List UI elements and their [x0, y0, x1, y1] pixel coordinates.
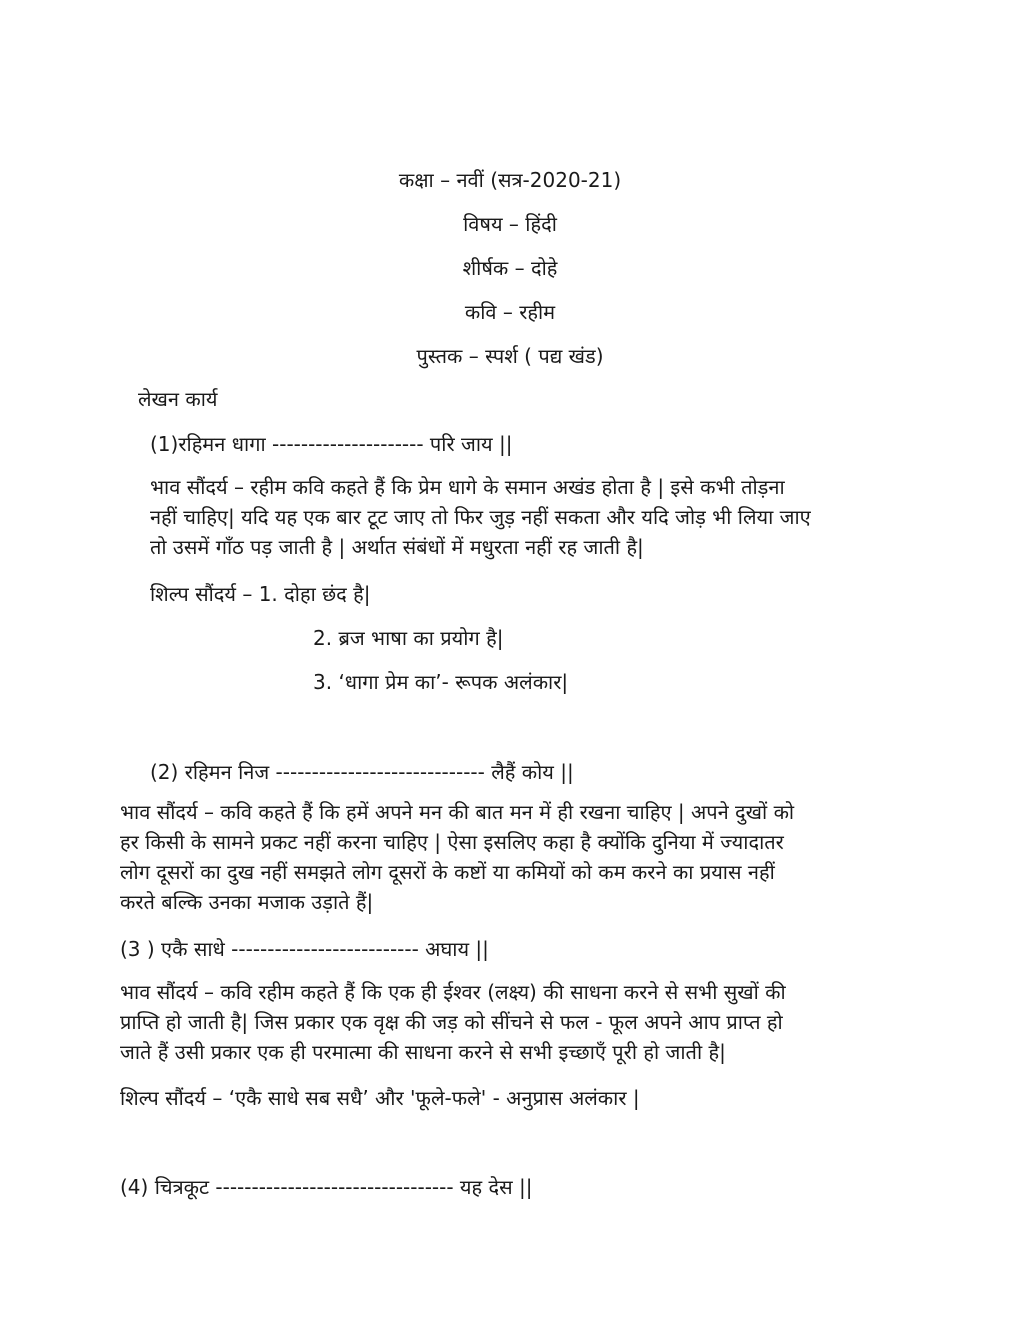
doha-2-bhav-line: लोग दूसरों का दुख नहीं समझते लोग दूसरों के कष्टों या कमियों को कम करने का प्रयास नहीं — [120, 860, 775, 884]
doha-2-bhav-line: भाव सौंदर्य – कवि कहते हैं कि हमें अपने मन की बात मन में ही रखना चाहिए | अपने दुखों को — [120, 800, 795, 824]
doha-1-shilp-point: 3. ‘धागा प्रेम का’- रूपक अलंकार| — [313, 670, 569, 694]
doha-3-bhav-line: प्राप्ति हो जाती है| जिस प्रकार एक वृक्ष की जड़ को सींचने से फल - फूल अपने आप प्राप्त हो — [120, 1010, 783, 1034]
doha-1-bhav-line: तो उसमें गाँठ पड़ जाती है | अर्थात संबंधों में मधुरता नहीं रह जाती है| — [150, 535, 644, 559]
doha-4-verse: (4) चित्रकूट --------------------------------- यह देस || — [120, 1175, 533, 1199]
book-line: पुस्तक – स्पर्श ( पद्य खंड) — [416, 344, 604, 368]
doha-3-bhav-line: भाव सौंदर्य – कवि रहीम कहते हैं कि एक ही ईश्वर (लक्ष्य) की साधना करने से सभी सुखों की — [120, 980, 786, 1004]
doha-1-verse: (1)रहिमन धागा --------------------- परि जाय || — [150, 432, 513, 456]
doha-3-bhav-line: जाते हैं उसी प्रकार एक ही परमात्मा की साधना करने से सभी इच्छाएँ पूरी हो जाती है| — [120, 1040, 726, 1064]
doha-1-bhav-line: नहीं चाहिए| यदि यह एक बार टूट जाए तो फिर जुड़ नहीं सकता और यदि जोड़ भी लिया जाए — [150, 505, 811, 529]
doha-2-bhav — [120, 797, 794, 917]
doha-1-shilp-point: 2. ब्रज भाषा का प्रयोग है| — [313, 626, 504, 650]
doha-2-bhav-line: हर किसी के सामने प्रकट नहीं करना चाहिए | ऐसा इसलिए कहा है क्योंकि दुनिया में ज्यादातर — [120, 830, 784, 854]
poet-line: कवि – रहीम — [464, 300, 556, 324]
section-heading: लेखन कार्य — [138, 387, 218, 411]
doha-2-verse: (2) रहिमन निज ----------------------------- लैहैं कोय || — [150, 760, 574, 784]
doha-1-bhav — [150, 472, 811, 562]
class-line: कक्षा – नवीं (सत्र-2020-21) — [398, 168, 622, 192]
subject-line: विषय – हिंदी — [463, 212, 557, 236]
doha-3-bhav — [120, 977, 786, 1067]
doha-1-bhav-line: भाव सौंदर्य – रहीम कवि कहते हैं कि प्रेम धागे के समान अखंड होता है | इसे कभी तोड़ना — [150, 475, 785, 499]
doha-3-verse: (3 ) एकै साधे -------------------------- अघाय || — [120, 937, 489, 961]
title-line: शीर्षक – दोहे — [462, 256, 558, 280]
doha-2-bhav-line: करते बल्कि उनका मजाक उड़ाते हैं| — [120, 890, 374, 914]
doha-3-shilp-label: शिल्प सौंदर्य – ‘एकै साधे सब सधै’ और 'फूले-फले' - अनुप्रास अलंकार | — [120, 1086, 640, 1110]
doha-1-shilp-label: शिल्प सौंदर्य – 1. दोहा छंद है| — [150, 582, 371, 606]
